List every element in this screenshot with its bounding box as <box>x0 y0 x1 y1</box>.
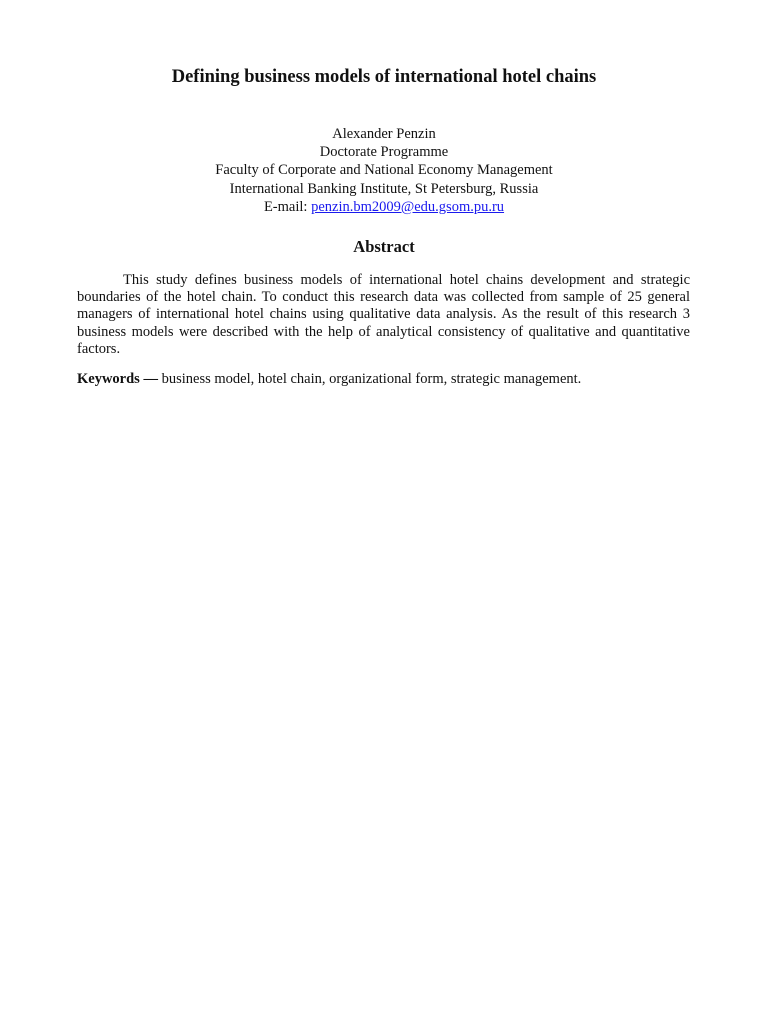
author-faculty: Faculty of Corporate and National Economy Management <box>215 162 553 179</box>
abstract-heading: Abstract <box>353 237 415 256</box>
author-name: Alexander Penzin <box>332 126 436 142</box>
paper-title: Defining business models of international hotel chains <box>171 67 597 87</box>
author-email-line <box>0 198 768 216</box>
keywords-line <box>77 371 690 388</box>
author-programme: Doctorate Programme <box>319 144 449 161</box>
email-label: E-mail: <box>263 198 312 215</box>
keywords-text: business model, hotel chain, organizational form, strategic management. <box>157 371 582 387</box>
author-block <box>0 125 768 216</box>
email-link[interactable]: penzin.bm2009@edu.gsom.pu.ru <box>311 198 505 215</box>
author-institution: International Banking Institute, St Petersburg, Russia <box>229 180 539 197</box>
keywords-label: Keywords — <box>77 371 158 387</box>
abstract-text: This study defines business models of international hotel chains development and strategic boundaries of the hotel chain. To conduct this research data was collected from sample of 25 general managers of international hotel chains using qualitative data analysis. As the result of this research 3 business models were described with the help of analytical consistency of qualitative and quantitative factors. <box>77 272 690 357</box>
